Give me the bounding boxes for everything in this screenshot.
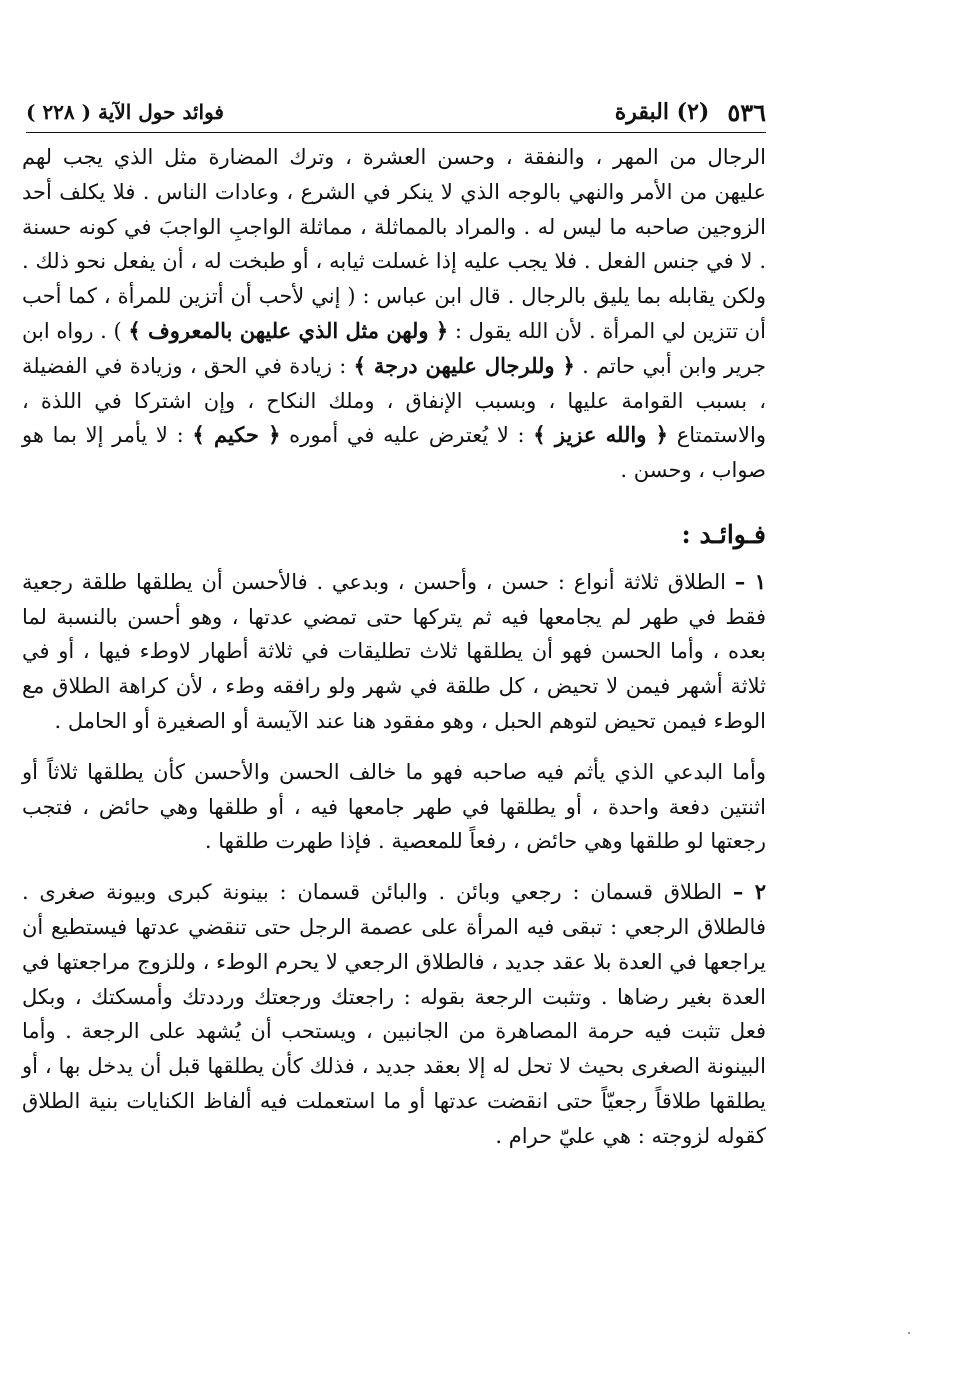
section-title: فوائد حول الآية ( ٢٢٨ ): [26, 100, 224, 124]
quran-verse-2: ﴿ وللرجال عليهن درجة ﴾: [353, 352, 575, 378]
intro-text-5: : لا يأمر إلا بما هو صواب ، وحسن .: [22, 423, 766, 483]
fawaid-heading: فـوائـد :: [681, 519, 766, 549]
quran-verse-4: ﴿ حكيم ﴾: [192, 422, 281, 448]
header-right: [615, 98, 766, 127]
point-2-text: الطلاق قسمان : رجعي وبائن . والبائن قسمان : بينونة كبرى وبيونة صغرى . فالطلاق الرجعي : تبقى فيه المرأة على عصمة الرجل حتى تنقضي عدتها فيستطيع أن يراجعها في العدة بلا عقد جديد ، فالطلاق الرجعي لا يحرم الوطء ، وللزوج مراجعتها في العدة بغير رضاها . وتثبت الرجعة بقوله : راجعتك ورجعتك ورددتك وأمسكتك ، وبكل فعل تثبت فيه حرمة المصاهرة من الجانبين ، ويستحب أن يُشهد على الرجعة . وأما البينونة الصغرى بحيث لا تحل له إلا بعقد جديد ، فذلك كأن يطلقها قبل أن يدخل بها ، أو يطلقها طلاقاً رجعيّاً حتى انقضت عدتها أو ما استعملت فيه ألفاظ الكنايات بنية الطلاق كقوله لزوجته : هي عليّ حرام .: [22, 880, 766, 1148]
intro-paragraph: [22, 140, 766, 488]
quran-verse-1: ﴿ ولهن مثل الذي عليهن بالمعروف ﴾: [128, 317, 449, 343]
point-2-number: ٢ –: [732, 879, 766, 905]
page-body: [22, 140, 766, 1170]
intro-text-1: الرجال من المهر ، والنفقة ، وحسن العشرة ، وترك المضارة مثل الذي يجب لهم عليهن من الأمر والنهي بالوجه الذي لا ينكر في الشرع ، وعادات الناس . فلا يكلف أحد الزوجين صاحبه ما ليس له . والمراد بالمماثلة ، مماثلة الواجبِ الواجبَ في كونه حسنة . لا في جنس الفعل . فلا يجب عليه إذا غسلت ثيابه ، أو طبخت له ، أن يفعل نحو ذلك . ولكن يقابله بما يليق بالرجال . قال ابن عباس : ( إني لأحب أن أتزين للمرأة ، كما أحب أن تتزين لي المرأة . لأن الله يقول :: [22, 145, 766, 343]
surah-name: (٢) البقرة: [614, 99, 710, 125]
point-1: [22, 565, 766, 739]
quran-verse-3: ﴿ والله عزيز ﴾: [533, 422, 668, 448]
intro-text-3: : زيادة في الحق ، وزيادة في الفضيلة ، بسبب القوامة عليها ، وبسبب الإنفاق ، وملك النكاح ، وإن اشتركا في اللذة ، والاستمتاع: [22, 353, 766, 448]
point-2: [22, 875, 766, 1153]
page-header: [26, 92, 766, 133]
page-number: ٥٣٦: [727, 97, 766, 127]
intro-text-4: : لا يُعترض عليه في أموره: [289, 423, 525, 448]
intro-text-2: ) . رواه ابن جرير وابن أبي حاتم .: [22, 318, 766, 378]
page-mark: [908, 1332, 910, 1334]
point-1-number: ١ –: [734, 568, 766, 594]
point-1-continued: وأما البدعي الذي يأثم فيه صاحبه فهو ما خالف الحسن والأحسن كأن يطلقها ثلاثاً أو اثنتين دفعة واحدة ، أو يطلقها في طهر جامعها فيه ، أو طلقها وهي حائض ، فتجب رجعتها لو طلقها وهي حائض ، رفعاً للمعصية . فإذا طهرت طلقها .: [22, 759, 766, 854]
point-1-text: الطلاق ثلاثة أنواع : حسن ، وأحسن ، وبدعي . فالأحسن أن يطلقها طلقة رجعية فقط في طهر لم يجامعها فيه ثم يتركها حتى تمضي عدتها ، وهو أحسن بالنسبة لما بعده ، وأما الحسن فهو أن يطلقها ثلاث تطليقات في ثلاثة أطهار لاوطء فيها ، أو في ثلاثة أشهر فيمن لا تحيض ، كل طلقة في شهر ولو رافقه وطء ، لأن كراهة الطلاق مع الوطء فيمن تحيض لتوهم الحبل ، وهو مفقود هنا عند الآيسة أو الصغيرة أو الحامل .: [22, 569, 766, 733]
